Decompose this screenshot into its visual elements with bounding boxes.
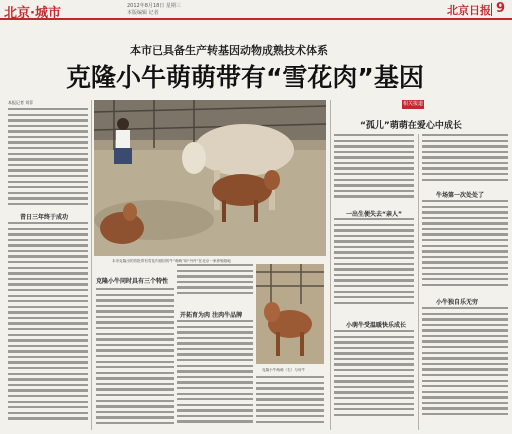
sidebar-text-col2b <box>422 200 508 296</box>
column-rule-2 <box>330 100 331 430</box>
article-text-col4 <box>256 376 324 430</box>
sidebar-subhead-3: 牛场第一次处处了 <box>436 192 485 199</box>
subhead-3: 开拓育为肉 注肉牛品牌 <box>180 312 243 319</box>
sidebar-text-col2 <box>422 134 508 188</box>
subhead-1: 昔日三年终于成功 <box>20 214 69 221</box>
sidebar-subhead-4: 小牛独自乐无穷 <box>436 299 479 306</box>
sidebar-subhead-2: 小萌牛受温暖快乐成长 <box>346 322 407 329</box>
sidebar-text-col1 <box>334 134 414 208</box>
article-text-col3 <box>177 264 253 304</box>
page-number: 9 <box>496 1 506 16</box>
section-title: 北京·城市 <box>4 6 61 21</box>
issue-date: 2012年8月18日 星期三 <box>127 3 181 9</box>
second-photo <box>256 264 324 364</box>
issue-editor: 本版编辑 记者 <box>127 10 159 16</box>
sidebar-text-col2c <box>422 307 508 430</box>
article-kicker: 本市已具备生产转基因动物成熟技术体系 <box>130 44 328 57</box>
column-rule-1 <box>91 100 92 430</box>
sidebar-tag: 相关报道 <box>402 101 423 107</box>
article-text-col3b <box>177 320 253 430</box>
column-rule-3 <box>418 134 419 430</box>
article-byline: 本报记者 刘菲 <box>8 100 34 105</box>
page-separator <box>491 3 492 16</box>
sidebar-text-col1b <box>334 218 414 316</box>
article-text-col2 <box>96 288 174 430</box>
article-text-col1b <box>8 222 88 432</box>
article-text-col1 <box>8 108 88 212</box>
main-photo-caption: 本市克隆出的首批带有雪花肉基因的牛“萌萌”和“丹丹”在北京一家养殖基地 <box>112 259 231 263</box>
calf-photo-image <box>256 264 324 364</box>
sidebar-text-col1c <box>334 330 414 430</box>
cattle-photo-image <box>94 100 326 256</box>
masthead-logo: 北京日报 <box>447 4 491 17</box>
sidebar-title: “孤儿”萌萌在爱心中成长 <box>360 121 462 131</box>
sidebar-subhead-1: 一出生便失去“亲人” <box>346 211 402 218</box>
main-photo <box>94 100 326 256</box>
article-headline: 克隆小牛萌萌带有“雪花肉”基因 <box>66 63 424 92</box>
page-header <box>0 0 512 20</box>
second-photo-caption: 克隆小牛萌萌（右）与母牛 <box>262 368 306 372</box>
subhead-2: 克隆小牛同时具有三个特性 <box>96 278 169 285</box>
